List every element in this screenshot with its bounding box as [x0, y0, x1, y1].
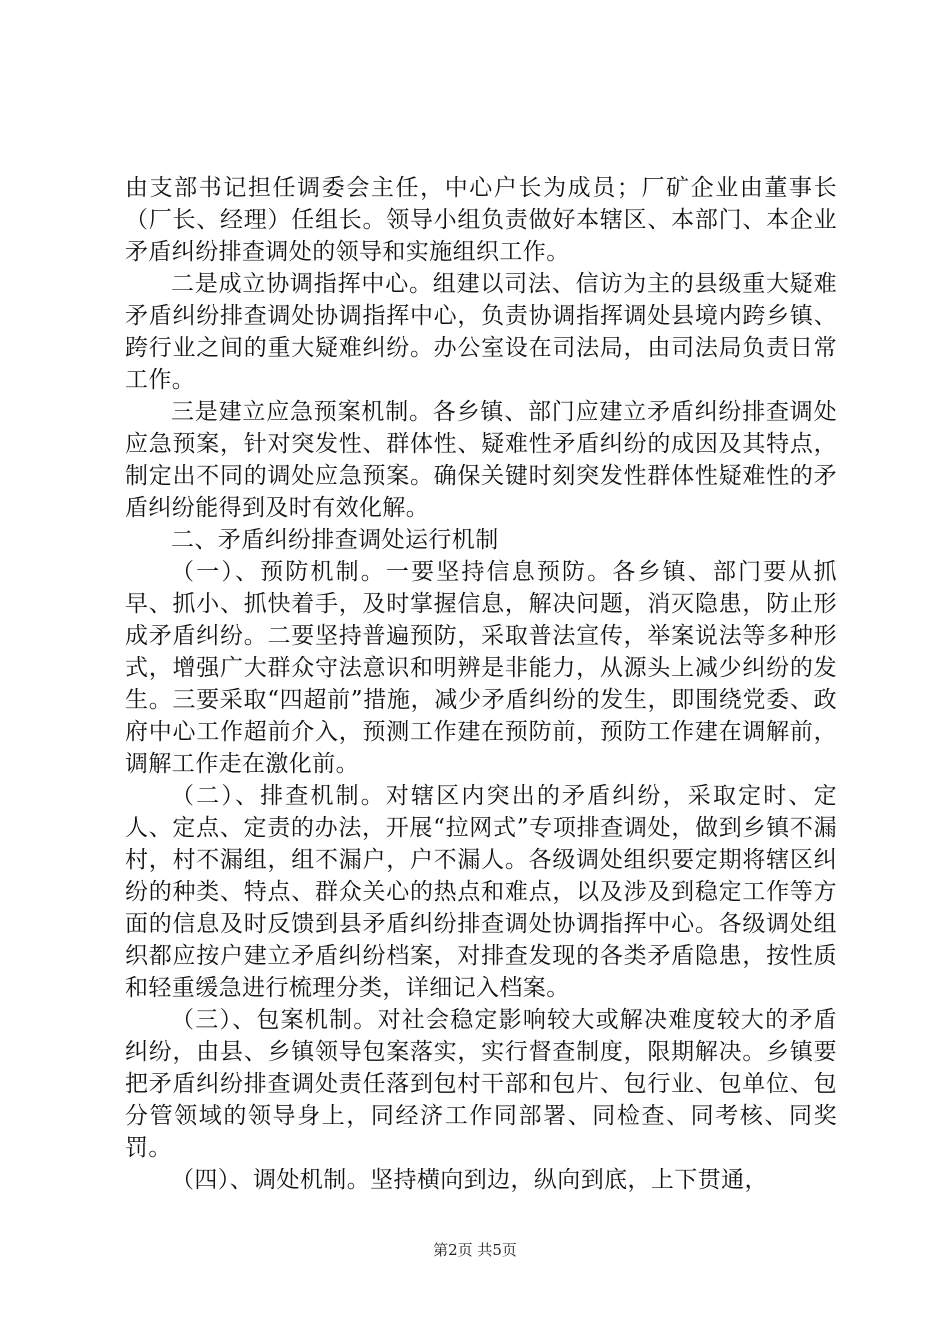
- paragraph: 二是成立协调指挥中心。组建以司法、信访为主的县级重大疑难矛盾纠纷排查调处协调指挥中心，负责协调指挥调处县境内跨乡镇、跨行业之间的重大疑难纠纷。办公室设在司法局，由司法局负责日常工作。: [125, 271, 837, 393]
- paragraph: 由支部书记担任调委会主任，中心户长为成员；厂矿企业由董事长（厂长、经理）任组长。领导小组负责做好本辖区、本部门、本企业矛盾纠纷排查调处的领导和实施组织工作。: [125, 175, 837, 265]
- paragraph: （二）、排查机制。对辖区内突出的矛盾纠纷，采取定时、定人、定点、定责的办法，开展“拉网式”专项排查调处，做到乡镇不漏村，村不漏组，组不漏户，户不漏人。各级调处组织要定期将辖区纠纷的种类、特点、群众关心的热点和难点，以及涉及到稳定工作等方面的信息及时反馈到县矛盾纠纷排查调处协调指挥中心。各级调处组织都应按户建立矛盾纠纷档案，对排查发现的各类矛盾隐患，按性质和轻重缓急进行梳理分类，详细记入档案。: [125, 783, 837, 1001]
- paragraph: （一）、预防机制。一要坚持信息预防。各乡镇、部门要从抓早、抓小、抓快着手，及时掌握信息，解决问题，消灭隐患，防止形成矛盾纠纷。二要坚持普遍预防，采取普法宣传，举案说法等多种形式，增强广大群众守法意识和明辨是非能力，从源头上减少纠纷的发生。三要采取“四超前”措施，减少矛盾纠纷的发生，即围绕党委、政府中心工作超前介入，预测工作建在预防前，预防工作建在调解前，调解工作走在激化前。: [125, 559, 837, 777]
- page-number-footer: 第2页 共5页: [433, 1241, 517, 1259]
- paragraph: 三是建立应急预案机制。各乡镇、部门应建立矛盾纠纷排查调处应急预案，针对突发性、群体性、疑难性矛盾纠纷的成因及其特点，制定出不同的调处应急预案。确保关键时刻突发性群体性疑难性的矛盾纠纷能得到及时有效化解。: [125, 399, 837, 521]
- paragraph: （四）、调处机制。坚持横向到边，纵向到底，上下贯通，: [171, 1167, 768, 1193]
- paragraph: （三）、包案机制。对社会稳定影响较大或解决难度较大的矛盾纠纷，由县、乡镇领导包案落实，实行督查制度，限期解决。乡镇要把矛盾纠纷排查调处责任落到包村干部和包片、包行业、包单位、包分管领域的领导身上，同经济工作同部署、同检查、同考核、同奖罚。: [125, 1007, 837, 1161]
- document-body: [125, 172, 837, 1196]
- section-heading: 二、矛盾纠纷排查调处运行机制: [171, 527, 499, 553]
